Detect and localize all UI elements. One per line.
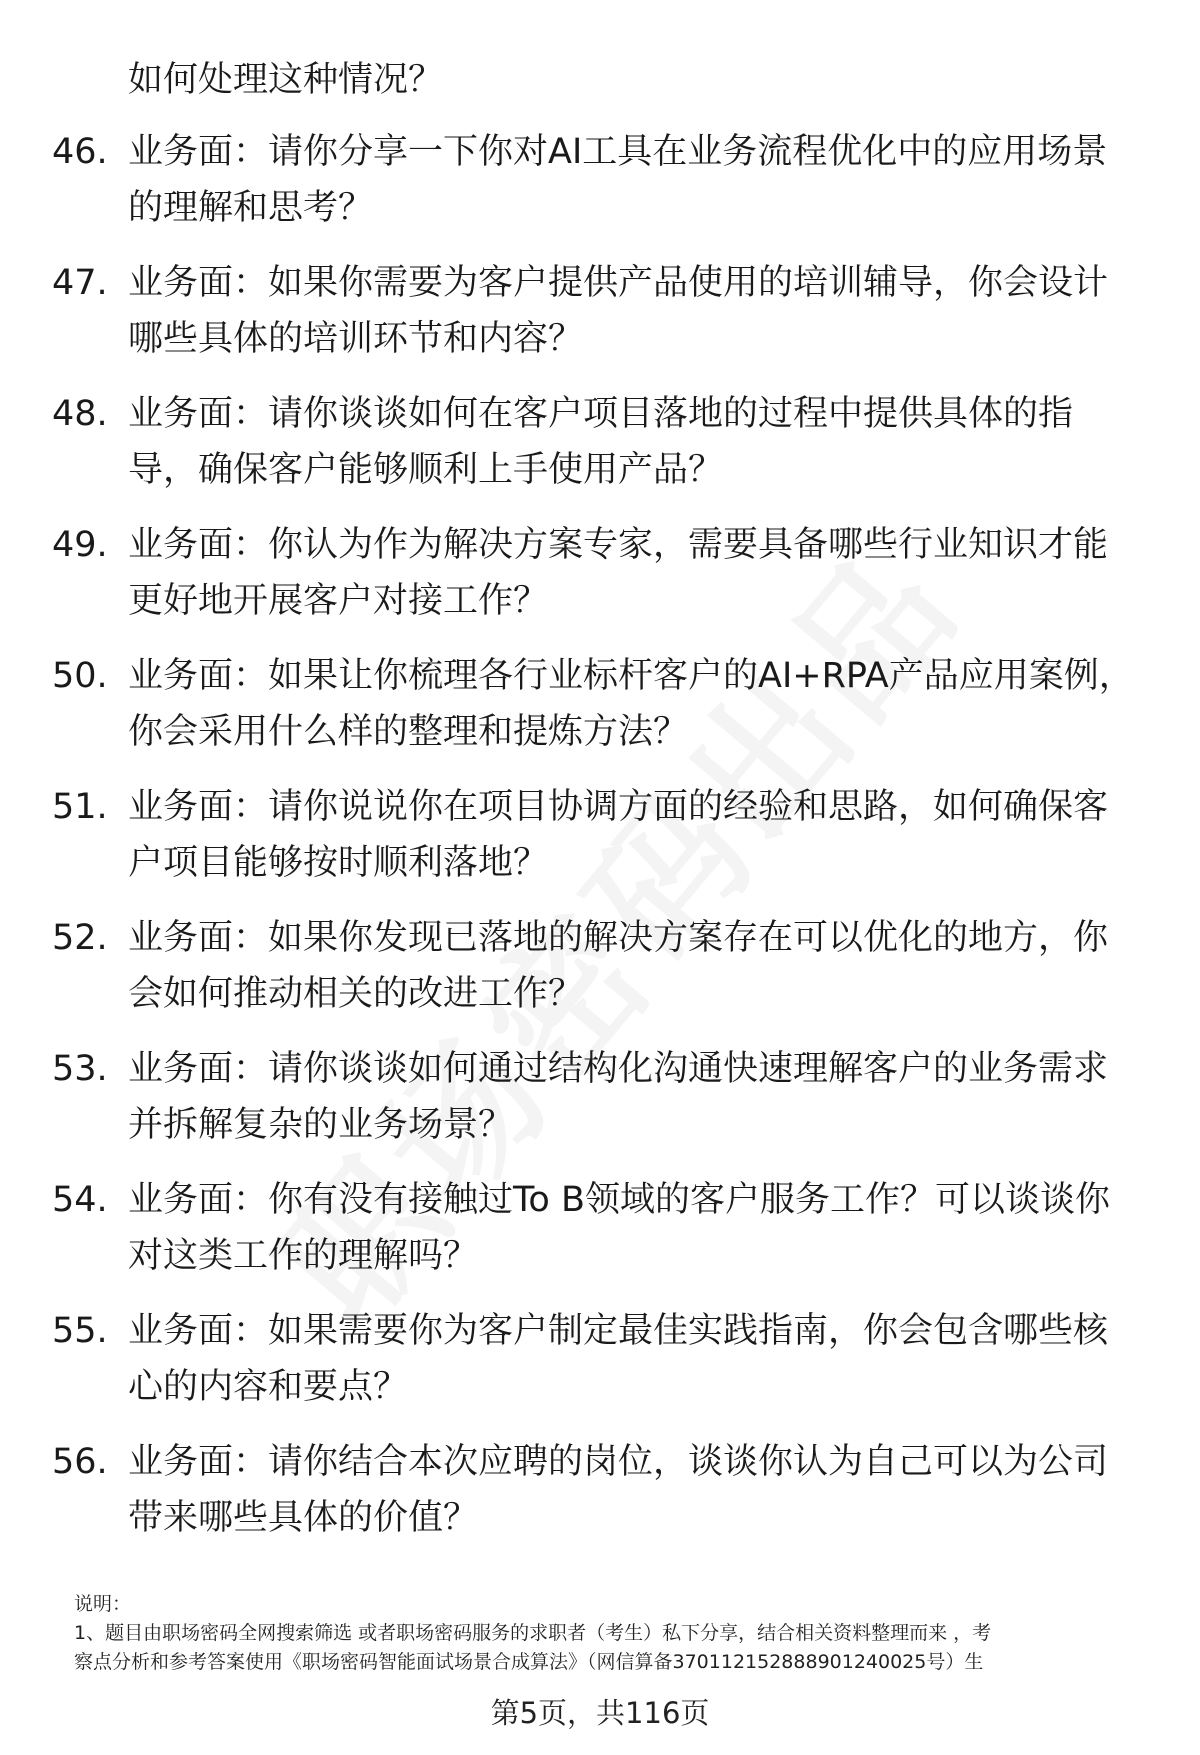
- question-item: [0, 1041, 1200, 1153]
- question-number: 49.: [52, 525, 108, 565]
- question-list: [0, 52, 1200, 1565]
- question-number: 46.: [52, 132, 108, 172]
- question-text: 业务面：你有没有接触过To B领域的客户服务工作？可以谈谈你对这类工作的理解吗？: [128, 1180, 1110, 1276]
- notes-section: [74, 1590, 1154, 1677]
- question-text: 业务面：如果你需要为客户提供产品使用的培训辅导，你会设计哪些具体的培训环节和内容？: [128, 263, 1109, 359]
- question-number: 51.: [52, 787, 108, 827]
- question-number: 56.: [52, 1442, 108, 1482]
- question-item: [0, 1303, 1200, 1415]
- notes-heading: 说明：: [74, 1593, 132, 1615]
- question-text: 业务面：请你谈谈如何在客户项目落地的过程中提供具体的指导，确保客户能够顺利上手使用产品？: [128, 394, 1074, 490]
- question-item: [0, 124, 1200, 236]
- question-item: [0, 1172, 1200, 1284]
- question-number: 53.: [52, 1049, 108, 1089]
- question-item: [0, 386, 1200, 498]
- question-text: 业务面：请你谈谈如何通过结构化沟通快速理解客户的业务需求并拆解复杂的业务场景？: [128, 1049, 1109, 1145]
- question-text: 业务面：如果需要你为客户制定最佳实践指南，你会包含哪些核心的内容和要点？: [128, 1311, 1109, 1407]
- question-number: 54.: [52, 1180, 108, 1220]
- question-item: [0, 779, 1200, 891]
- question-number: 52.: [52, 918, 108, 958]
- question-text: 业务面：请你分享一下你对AI工具在业务流程优化中的应用场景的理解和思考？: [128, 132, 1108, 228]
- question-text: 业务面：请你结合本次应聘的岗位，谈谈你认为自己可以为公司带来哪些具体的价值？: [128, 1442, 1109, 1538]
- question-text: 业务面：如果你发现已落地的解决方案存在可以优化的地方，你会如何推动相关的改进工作？: [128, 918, 1109, 1014]
- question-number: 48.: [52, 394, 108, 434]
- question-item: [0, 517, 1200, 629]
- page-number-footer: 第5页，共116页: [490, 1696, 710, 1730]
- question-text: 业务面：如果让你梳理各行业标杆客户的AI+RPA产品应用案例，你会采用什么样的整理和提炼方法？: [128, 656, 1134, 752]
- question-item: [0, 255, 1200, 367]
- continuation-text: 如何处理这种情况？: [128, 60, 444, 100]
- question-number: 50.: [52, 656, 108, 696]
- question-item: [0, 1434, 1200, 1546]
- question-number: 55.: [52, 1311, 108, 1351]
- question-item: [0, 648, 1200, 760]
- question-number: 47.: [52, 263, 108, 303]
- notes-line: 1、题目由职场密码全网搜索筛选 或者职场密码服务的求职者（考生）私下分享，结合相关资料整理而来 ，考: [74, 1622, 992, 1644]
- notes-line: 察点分析和参考答案使用《职场密码智能面试场景合成算法》（网信算备370112152888901240025号）生: [74, 1651, 984, 1673]
- question-text: 业务面：你认为作为解决方案专家，需要具备哪些行业知识才能更好地开展客户对接工作？: [128, 525, 1109, 621]
- question-item: [0, 910, 1200, 1022]
- question-text: 业务面：请你说说你在项目协调方面的经验和思路，如何确保客户项目能够按时顺利落地？: [128, 787, 1109, 883]
